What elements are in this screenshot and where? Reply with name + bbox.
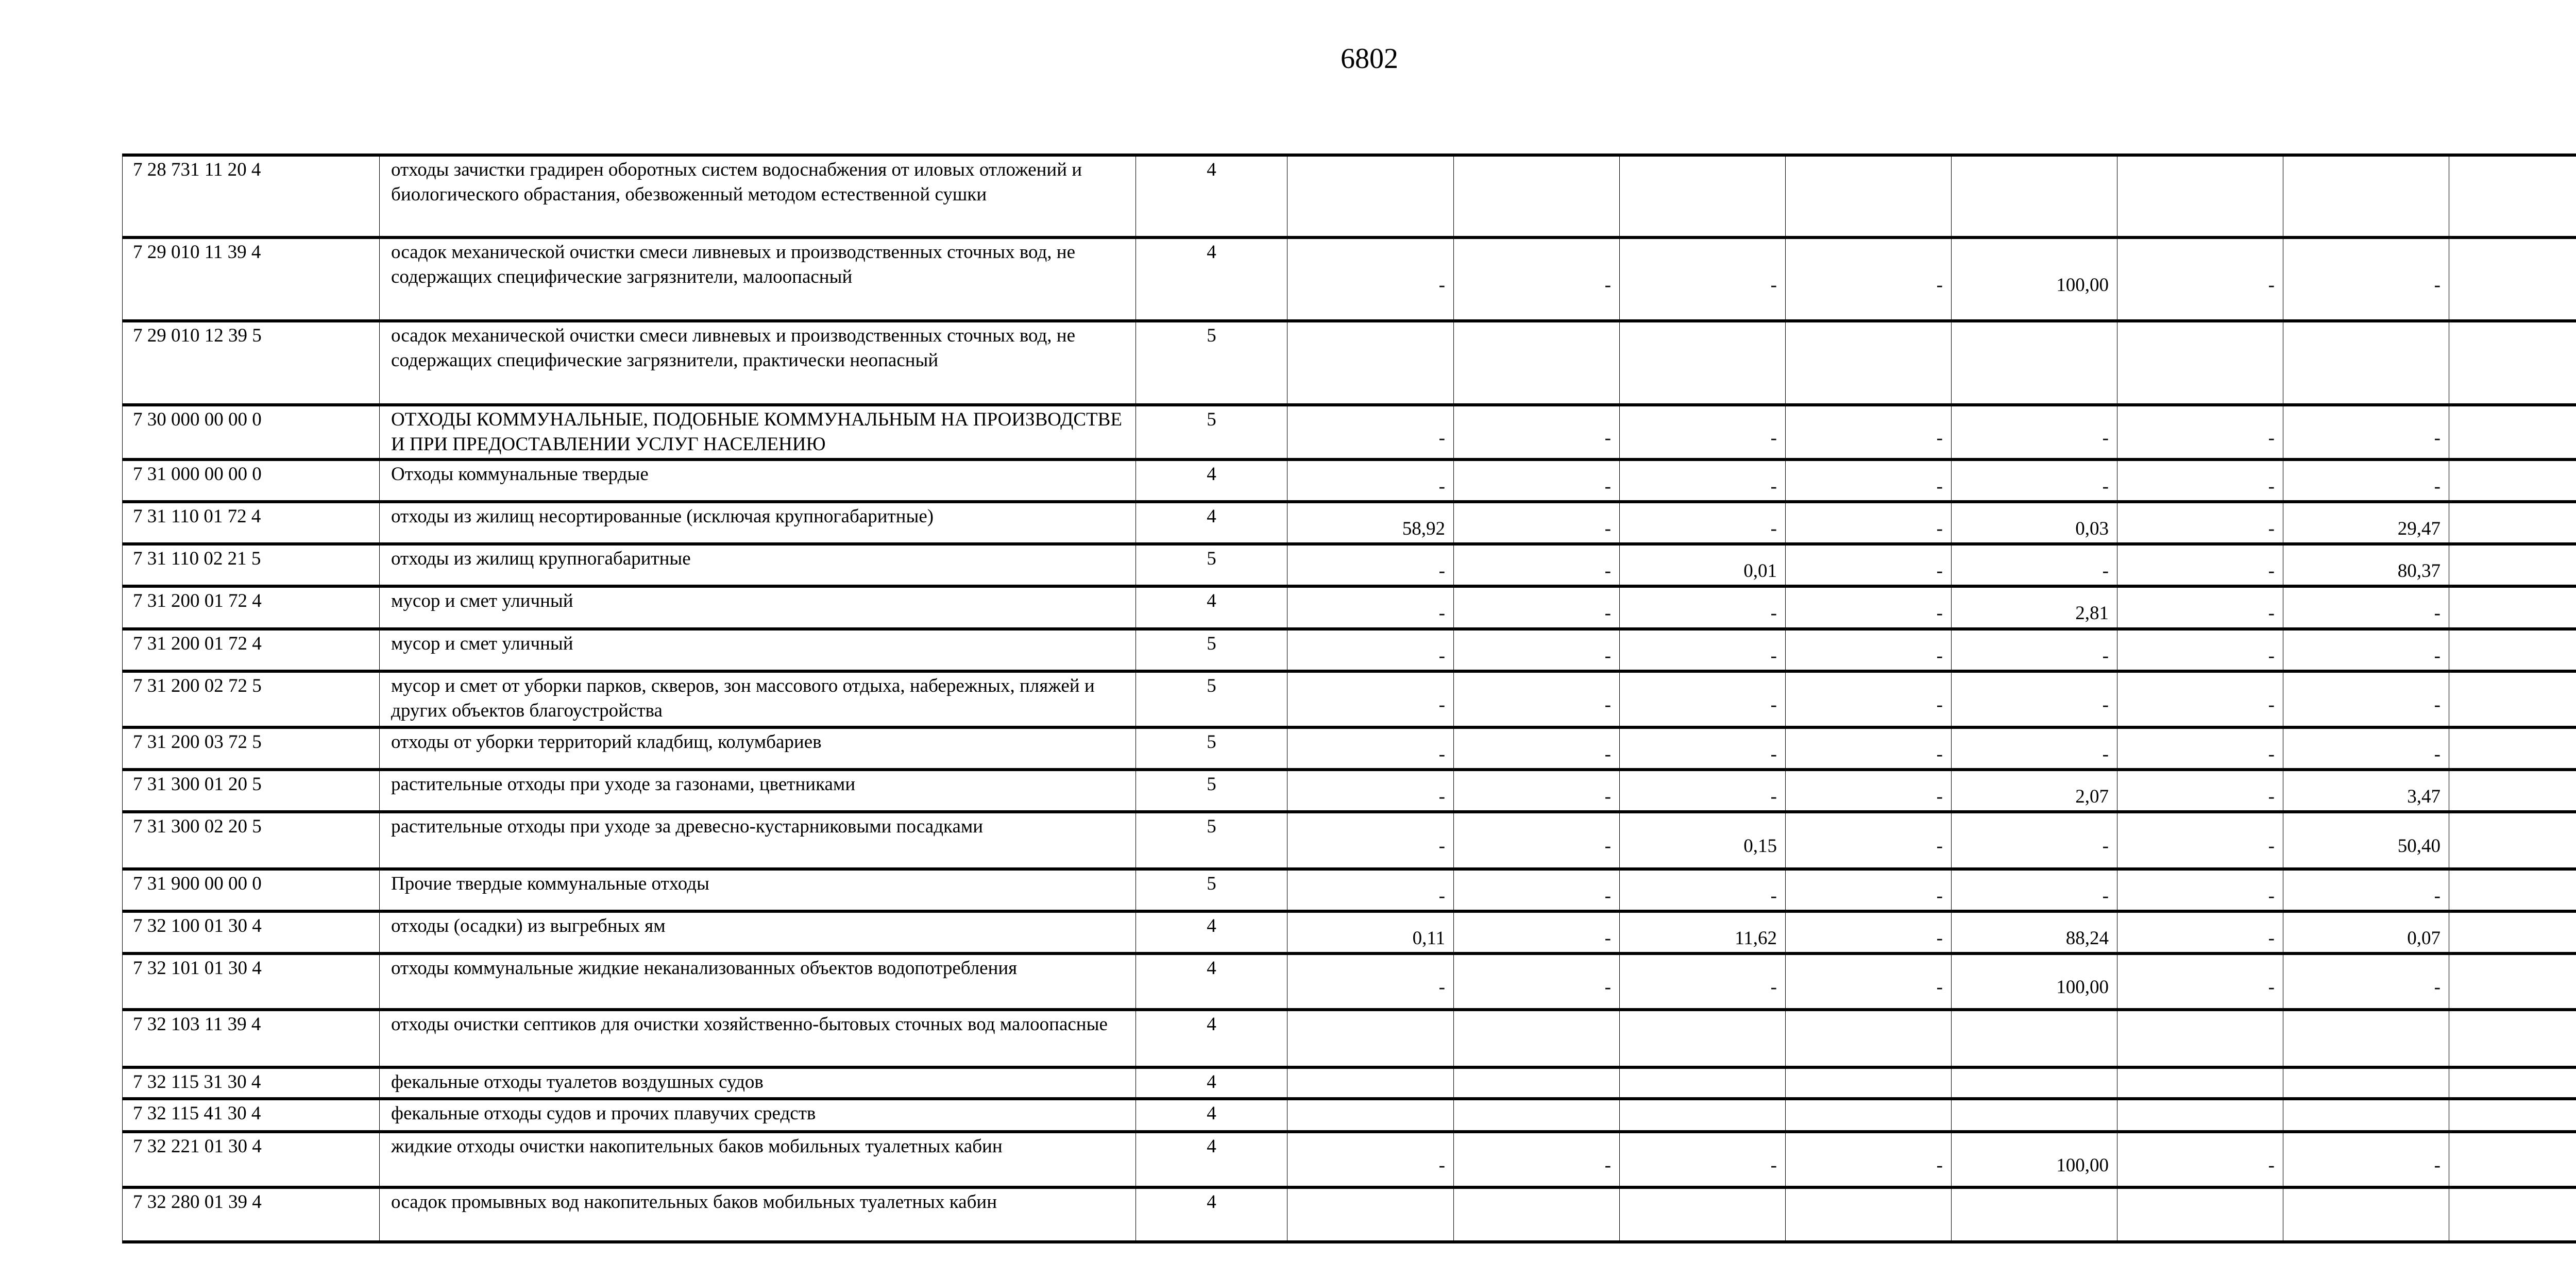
waste-name-cell: отходы зачистки градирен оборотных систем водоснабжения от иловых отложений и биологического обрастания, обезвоженный методом естественной сушки (380, 155, 1136, 237)
value-cell (2449, 869, 2576, 911)
waste-code-cell: 7 31 200 03 72 5 (123, 727, 380, 770)
hazard-class-cell: 5 (1136, 671, 1287, 727)
table-row (123, 1067, 2576, 1099)
waste-code-cell: 7 32 100 01 30 4 (123, 911, 380, 953)
value-cell (1287, 155, 1454, 237)
waste-code-cell: 7 32 280 01 39 4 (123, 1187, 380, 1242)
hazard-class-cell: 4 (1136, 1187, 1287, 1242)
value-cell: - (2117, 869, 2283, 911)
waste-name-cell: Отходы коммунальные твердые (380, 459, 1136, 502)
value-cell (2449, 502, 2576, 544)
value-cell: 11,62 (1620, 911, 1786, 953)
value-cell: - (1454, 671, 1620, 727)
table-row (123, 321, 2576, 405)
value-cell: 100,00 (1952, 1132, 2117, 1187)
value-cell: - (1454, 911, 1620, 953)
value-cell: 0,15 (1620, 812, 1786, 869)
waste-code-cell: 7 29 010 12 39 5 (123, 321, 380, 405)
value-cell (2449, 911, 2576, 953)
value-cell (1287, 1187, 1454, 1242)
value-cell (1786, 155, 1952, 237)
table-row (123, 459, 2576, 502)
value-cell: - (1786, 459, 1952, 502)
value-cell (1287, 321, 1454, 405)
waste-code-cell: 7 32 221 01 30 4 (123, 1132, 380, 1187)
value-cell: - (2117, 237, 2283, 321)
value-cell (1287, 1099, 1454, 1132)
value-cell: - (1454, 953, 1620, 1010)
value-cell (2449, 1187, 2576, 1242)
value-cell: - (2117, 459, 2283, 502)
value-cell (1786, 321, 1952, 405)
value-cell: - (1454, 1132, 1620, 1187)
value-cell: - (1287, 770, 1454, 812)
value-cell (1454, 1099, 1620, 1132)
value-cell (2449, 1132, 2576, 1187)
value-cell: - (1287, 869, 1454, 911)
value-cell: - (1786, 770, 1952, 812)
waste-code-cell: 7 31 000 00 00 0 (123, 459, 380, 502)
hazard-class-cell: 5 (1136, 629, 1287, 671)
value-cell: 100,00 (1952, 953, 2117, 1010)
waste-name-cell: фекальные отходы судов и прочих плавучих средств (380, 1099, 1136, 1132)
value-cell: - (1620, 502, 1786, 544)
value-cell: - (1454, 544, 1620, 586)
value-cell: - (1952, 459, 2117, 502)
value-cell: - (2117, 812, 2283, 869)
value-cell: - (1620, 770, 1786, 812)
value-cell (1952, 1099, 2117, 1132)
value-cell (2283, 321, 2449, 405)
value-cell: - (2117, 502, 2283, 544)
waste-name-cell: отходы от уборки территорий кладбищ, колумбариев (380, 727, 1136, 770)
value-cell (1952, 1010, 2117, 1067)
value-cell (2449, 544, 2576, 586)
waste-code-cell: 7 32 101 01 30 4 (123, 953, 380, 1010)
waste-code-cell: 7 29 010 11 39 4 (123, 237, 380, 321)
value-cell (1786, 1010, 1952, 1067)
value-cell: - (1786, 869, 1952, 911)
value-cell: - (1786, 727, 1952, 770)
value-cell: - (1620, 629, 1786, 671)
table-row (123, 1010, 2576, 1067)
value-cell: - (1952, 812, 2117, 869)
value-cell (2449, 321, 2576, 405)
value-cell (1620, 1099, 1786, 1132)
waste-code-cell: 7 31 200 02 72 5 (123, 671, 380, 727)
value-cell: - (1786, 953, 1952, 1010)
value-cell: 50,40 (2283, 812, 2449, 869)
value-cell (1786, 1099, 1952, 1132)
table-row (123, 727, 2576, 770)
value-cell (1620, 1067, 1786, 1099)
value-cell: - (1786, 911, 1952, 953)
value-cell: - (2117, 1132, 2283, 1187)
value-cell (2449, 1010, 2576, 1067)
value-cell: - (1454, 586, 1620, 628)
value-cell: - (1620, 727, 1786, 770)
value-cell: - (1620, 1132, 1786, 1187)
value-cell: - (2117, 770, 2283, 812)
hazard-class-cell: 4 (1136, 237, 1287, 321)
value-cell: 29,47 (2283, 502, 2449, 544)
waste-code-cell: 7 31 110 01 72 4 (123, 502, 380, 544)
value-cell (1287, 1067, 1454, 1099)
value-cell: - (1786, 237, 1952, 321)
hazard-class-cell: 5 (1136, 321, 1287, 405)
value-cell: - (1786, 405, 1952, 459)
value-cell (2283, 1067, 2449, 1099)
value-cell: - (2283, 237, 2449, 321)
value-cell: 3,47 (2283, 770, 2449, 812)
value-cell: - (1287, 727, 1454, 770)
value-cell (1952, 1067, 2117, 1099)
value-cell: - (1454, 629, 1620, 671)
page-number: 6802 (1341, 43, 1398, 75)
waste-code-cell: 7 31 200 01 72 4 (123, 586, 380, 628)
value-cell (2117, 155, 2283, 237)
value-cell: - (2283, 405, 2449, 459)
waste-code-cell: 7 31 300 01 20 5 (123, 770, 380, 812)
value-cell (1454, 321, 1620, 405)
value-cell: - (1786, 1132, 1952, 1187)
value-cell (2449, 1099, 2576, 1132)
value-cell (2283, 1099, 2449, 1132)
hazard-class-cell: 4 (1136, 1010, 1287, 1067)
value-cell (1952, 321, 2117, 405)
value-cell: - (1786, 629, 1952, 671)
value-cell: - (2117, 544, 2283, 586)
value-cell: - (1952, 671, 2117, 727)
value-cell: - (1620, 671, 1786, 727)
table-row (123, 237, 2576, 321)
waste-name-cell: растительные отходы при уходе за древесно-кустарниковыми посадками (380, 812, 1136, 869)
value-cell: - (2283, 1132, 2449, 1187)
value-cell: 0,07 (2283, 911, 2449, 953)
value-cell: - (1786, 812, 1952, 869)
hazard-class-cell: 4 (1136, 911, 1287, 953)
value-cell: 80,37 (2283, 544, 2449, 586)
value-cell (2449, 629, 2576, 671)
value-cell: - (2117, 586, 2283, 628)
value-cell: - (1454, 869, 1620, 911)
waste-name-cell: ОТХОДЫ КОММУНАЛЬНЫЕ, ПОДОБНЫЕ КОММУНАЛЬНЫМ НА ПРОИЗВОДСТВЕ И ПРИ ПРЕДОСТАВЛЕНИИ УСЛУГ НАСЕЛЕНИЮ (380, 405, 1136, 459)
waste-name-cell: жидкие отходы очистки накопительных баков мобильных туалетных кабин (380, 1132, 1136, 1187)
waste-name-cell: осадок механической очистки смеси ливневых и производственных сточных вод, не содержащих специфические загрязнители, практически неопасный (380, 321, 1136, 405)
value-cell: 88,24 (1952, 911, 2117, 953)
waste-code-cell: 7 32 115 41 30 4 (123, 1099, 380, 1132)
table-row (123, 812, 2576, 869)
value-cell: - (1287, 953, 1454, 1010)
value-cell: - (1287, 671, 1454, 727)
waste-code-cell: 7 28 731 11 20 4 (123, 155, 380, 237)
table-row (123, 1132, 2576, 1187)
table-row (123, 502, 2576, 544)
table-row (123, 671, 2576, 727)
value-cell: - (1620, 586, 1786, 628)
waste-code-cell: 7 31 900 00 00 0 (123, 869, 380, 911)
waste-name-cell: осадок механической очистки смеси ливневых и производственных сточных вод, не содержащих специфические загрязнители, малоопасный (380, 237, 1136, 321)
value-cell: - (1287, 405, 1454, 459)
value-cell: 0,03 (1952, 502, 2117, 544)
value-cell: - (1454, 502, 1620, 544)
value-cell: - (1620, 869, 1786, 911)
table-body (123, 155, 2576, 1242)
value-cell: - (1620, 459, 1786, 502)
value-cell: - (1454, 727, 1620, 770)
value-cell (2283, 1010, 2449, 1067)
value-cell (1287, 1010, 1454, 1067)
hazard-class-cell: 4 (1136, 1132, 1287, 1187)
table-row (123, 155, 2576, 237)
hazard-class-cell: 5 (1136, 812, 1287, 869)
value-cell (1620, 321, 1786, 405)
value-cell (2449, 953, 2576, 1010)
hazard-class-cell: 4 (1136, 459, 1287, 502)
hazard-class-cell: 4 (1136, 502, 1287, 544)
value-cell: - (2117, 953, 2283, 1010)
value-cell (2117, 1010, 2283, 1067)
value-cell (2117, 321, 2283, 405)
table-row (123, 1099, 2576, 1132)
table-row (123, 544, 2576, 586)
value-cell: - (1287, 459, 1454, 502)
waste-name-cell: отходы коммунальные жидкие неканализованных объектов водопотребления (380, 953, 1136, 1010)
value-cell: - (2117, 405, 2283, 459)
value-cell (1454, 1067, 1620, 1099)
value-cell: - (1287, 1132, 1454, 1187)
value-cell: - (2283, 869, 2449, 911)
waste-name-cell: отходы из жилищ крупногабаритные (380, 544, 1136, 586)
value-cell: - (2117, 629, 2283, 671)
value-cell: - (1952, 869, 2117, 911)
waste-name-cell: мусор и смет от уборки парков, скверов, зон массового отдыха, набережных, пляжей и других объектов благоустройства (380, 671, 1136, 727)
table-row (123, 629, 2576, 671)
hazard-class-cell: 4 (1136, 586, 1287, 628)
waste-code-cell: 7 30 000 00 00 0 (123, 405, 380, 459)
waste-name-cell: отходы (осадки) из выгребных ям (380, 911, 1136, 953)
value-cell: - (1620, 953, 1786, 1010)
value-cell (2449, 459, 2576, 502)
hazard-class-cell: 4 (1136, 1099, 1287, 1132)
value-cell: - (2117, 671, 2283, 727)
value-cell (1620, 1187, 1786, 1242)
value-cell: - (1952, 727, 2117, 770)
waste-code-cell: 7 32 115 31 30 4 (123, 1067, 380, 1099)
value-cell (2449, 237, 2576, 321)
waste-name-cell: осадок промывных вод накопительных баков мобильных туалетных кабин (380, 1187, 1136, 1242)
value-cell: - (1287, 237, 1454, 321)
value-cell (1786, 1067, 1952, 1099)
value-cell: - (2283, 671, 2449, 727)
value-cell (2449, 586, 2576, 628)
waste-name-cell: отходы очистки септиков для очистки хозяйственно-бытовых сточных вод малоопасные (380, 1010, 1136, 1067)
value-cell: 100,00 (1952, 237, 2117, 321)
value-cell (1786, 1187, 1952, 1242)
value-cell: 0,01 (1620, 544, 1786, 586)
waste-name-cell: Прочие твердые коммунальные отходы (380, 869, 1136, 911)
value-cell: 2,07 (1952, 770, 2117, 812)
value-cell: - (1454, 405, 1620, 459)
waste-name-cell: фекальные отходы туалетов воздушных судов (380, 1067, 1136, 1099)
value-cell (2117, 1099, 2283, 1132)
value-cell (2449, 1067, 2576, 1099)
waste-code-cell: 7 32 103 11 39 4 (123, 1010, 380, 1067)
value-cell: - (1454, 770, 1620, 812)
value-cell: 58,92 (1287, 502, 1454, 544)
waste-name-cell: растительные отходы при уходе за газонами, цветниками (380, 770, 1136, 812)
value-cell (2449, 155, 2576, 237)
value-cell (1454, 1010, 1620, 1067)
value-cell (2449, 770, 2576, 812)
value-cell (1454, 155, 1620, 237)
table-row (123, 869, 2576, 911)
value-cell: - (1620, 405, 1786, 459)
hazard-class-cell: 4 (1136, 953, 1287, 1010)
value-cell: - (1287, 586, 1454, 628)
hazard-class-cell: 5 (1136, 869, 1287, 911)
value-cell: - (2283, 727, 2449, 770)
waste-code-cell: 7 31 200 01 72 4 (123, 629, 380, 671)
hazard-class-cell: 5 (1136, 405, 1287, 459)
value-cell: - (1287, 629, 1454, 671)
value-cell: - (2283, 953, 2449, 1010)
value-cell: - (1952, 544, 2117, 586)
waste-table (122, 154, 2576, 1243)
value-cell (2283, 155, 2449, 237)
table-row (123, 586, 2576, 628)
value-cell (2449, 671, 2576, 727)
table-row (123, 770, 2576, 812)
value-cell: - (1620, 237, 1786, 321)
value-cell: - (2283, 586, 2449, 628)
value-cell: - (1287, 544, 1454, 586)
value-cell: - (2117, 727, 2283, 770)
value-cell (1620, 155, 1786, 237)
table-row (123, 1187, 2576, 1242)
value-cell: - (1786, 671, 1952, 727)
value-cell: - (1454, 459, 1620, 502)
value-cell (2449, 727, 2576, 770)
value-cell (1952, 155, 2117, 237)
table-row (123, 405, 2576, 459)
value-cell: - (1454, 812, 1620, 869)
value-cell: - (2117, 911, 2283, 953)
table-row (123, 953, 2576, 1010)
value-cell (1620, 1010, 1786, 1067)
value-cell: - (2283, 629, 2449, 671)
value-cell: - (1287, 812, 1454, 869)
value-cell (1454, 1187, 1620, 1242)
table-row (123, 911, 2576, 953)
value-cell: - (1786, 586, 1952, 628)
value-cell: - (1786, 544, 1952, 586)
value-cell: - (1786, 502, 1952, 544)
value-cell (2117, 1187, 2283, 1242)
value-cell (2449, 405, 2576, 459)
waste-code-cell: 7 31 110 02 21 5 (123, 544, 380, 586)
value-cell: - (1952, 629, 2117, 671)
value-cell: - (1952, 405, 2117, 459)
value-cell (2117, 1067, 2283, 1099)
hazard-class-cell: 4 (1136, 155, 1287, 237)
hazard-class-cell: 4 (1136, 1067, 1287, 1099)
value-cell: 2,81 (1952, 586, 2117, 628)
hazard-class-cell: 5 (1136, 727, 1287, 770)
waste-code-cell: 7 31 300 02 20 5 (123, 812, 380, 869)
value-cell (1952, 1187, 2117, 1242)
waste-name-cell: мусор и смет уличный (380, 629, 1136, 671)
value-cell: - (2283, 459, 2449, 502)
value-cell: 0,11 (1287, 911, 1454, 953)
hazard-class-cell: 5 (1136, 544, 1287, 586)
waste-name-cell: мусор и смет уличный (380, 586, 1136, 628)
value-cell (2449, 812, 2576, 869)
value-cell (2283, 1187, 2449, 1242)
waste-name-cell: отходы из жилищ несортированные (исключая крупногабаритные) (380, 502, 1136, 544)
hazard-class-cell: 5 (1136, 770, 1287, 812)
value-cell: - (1454, 237, 1620, 321)
